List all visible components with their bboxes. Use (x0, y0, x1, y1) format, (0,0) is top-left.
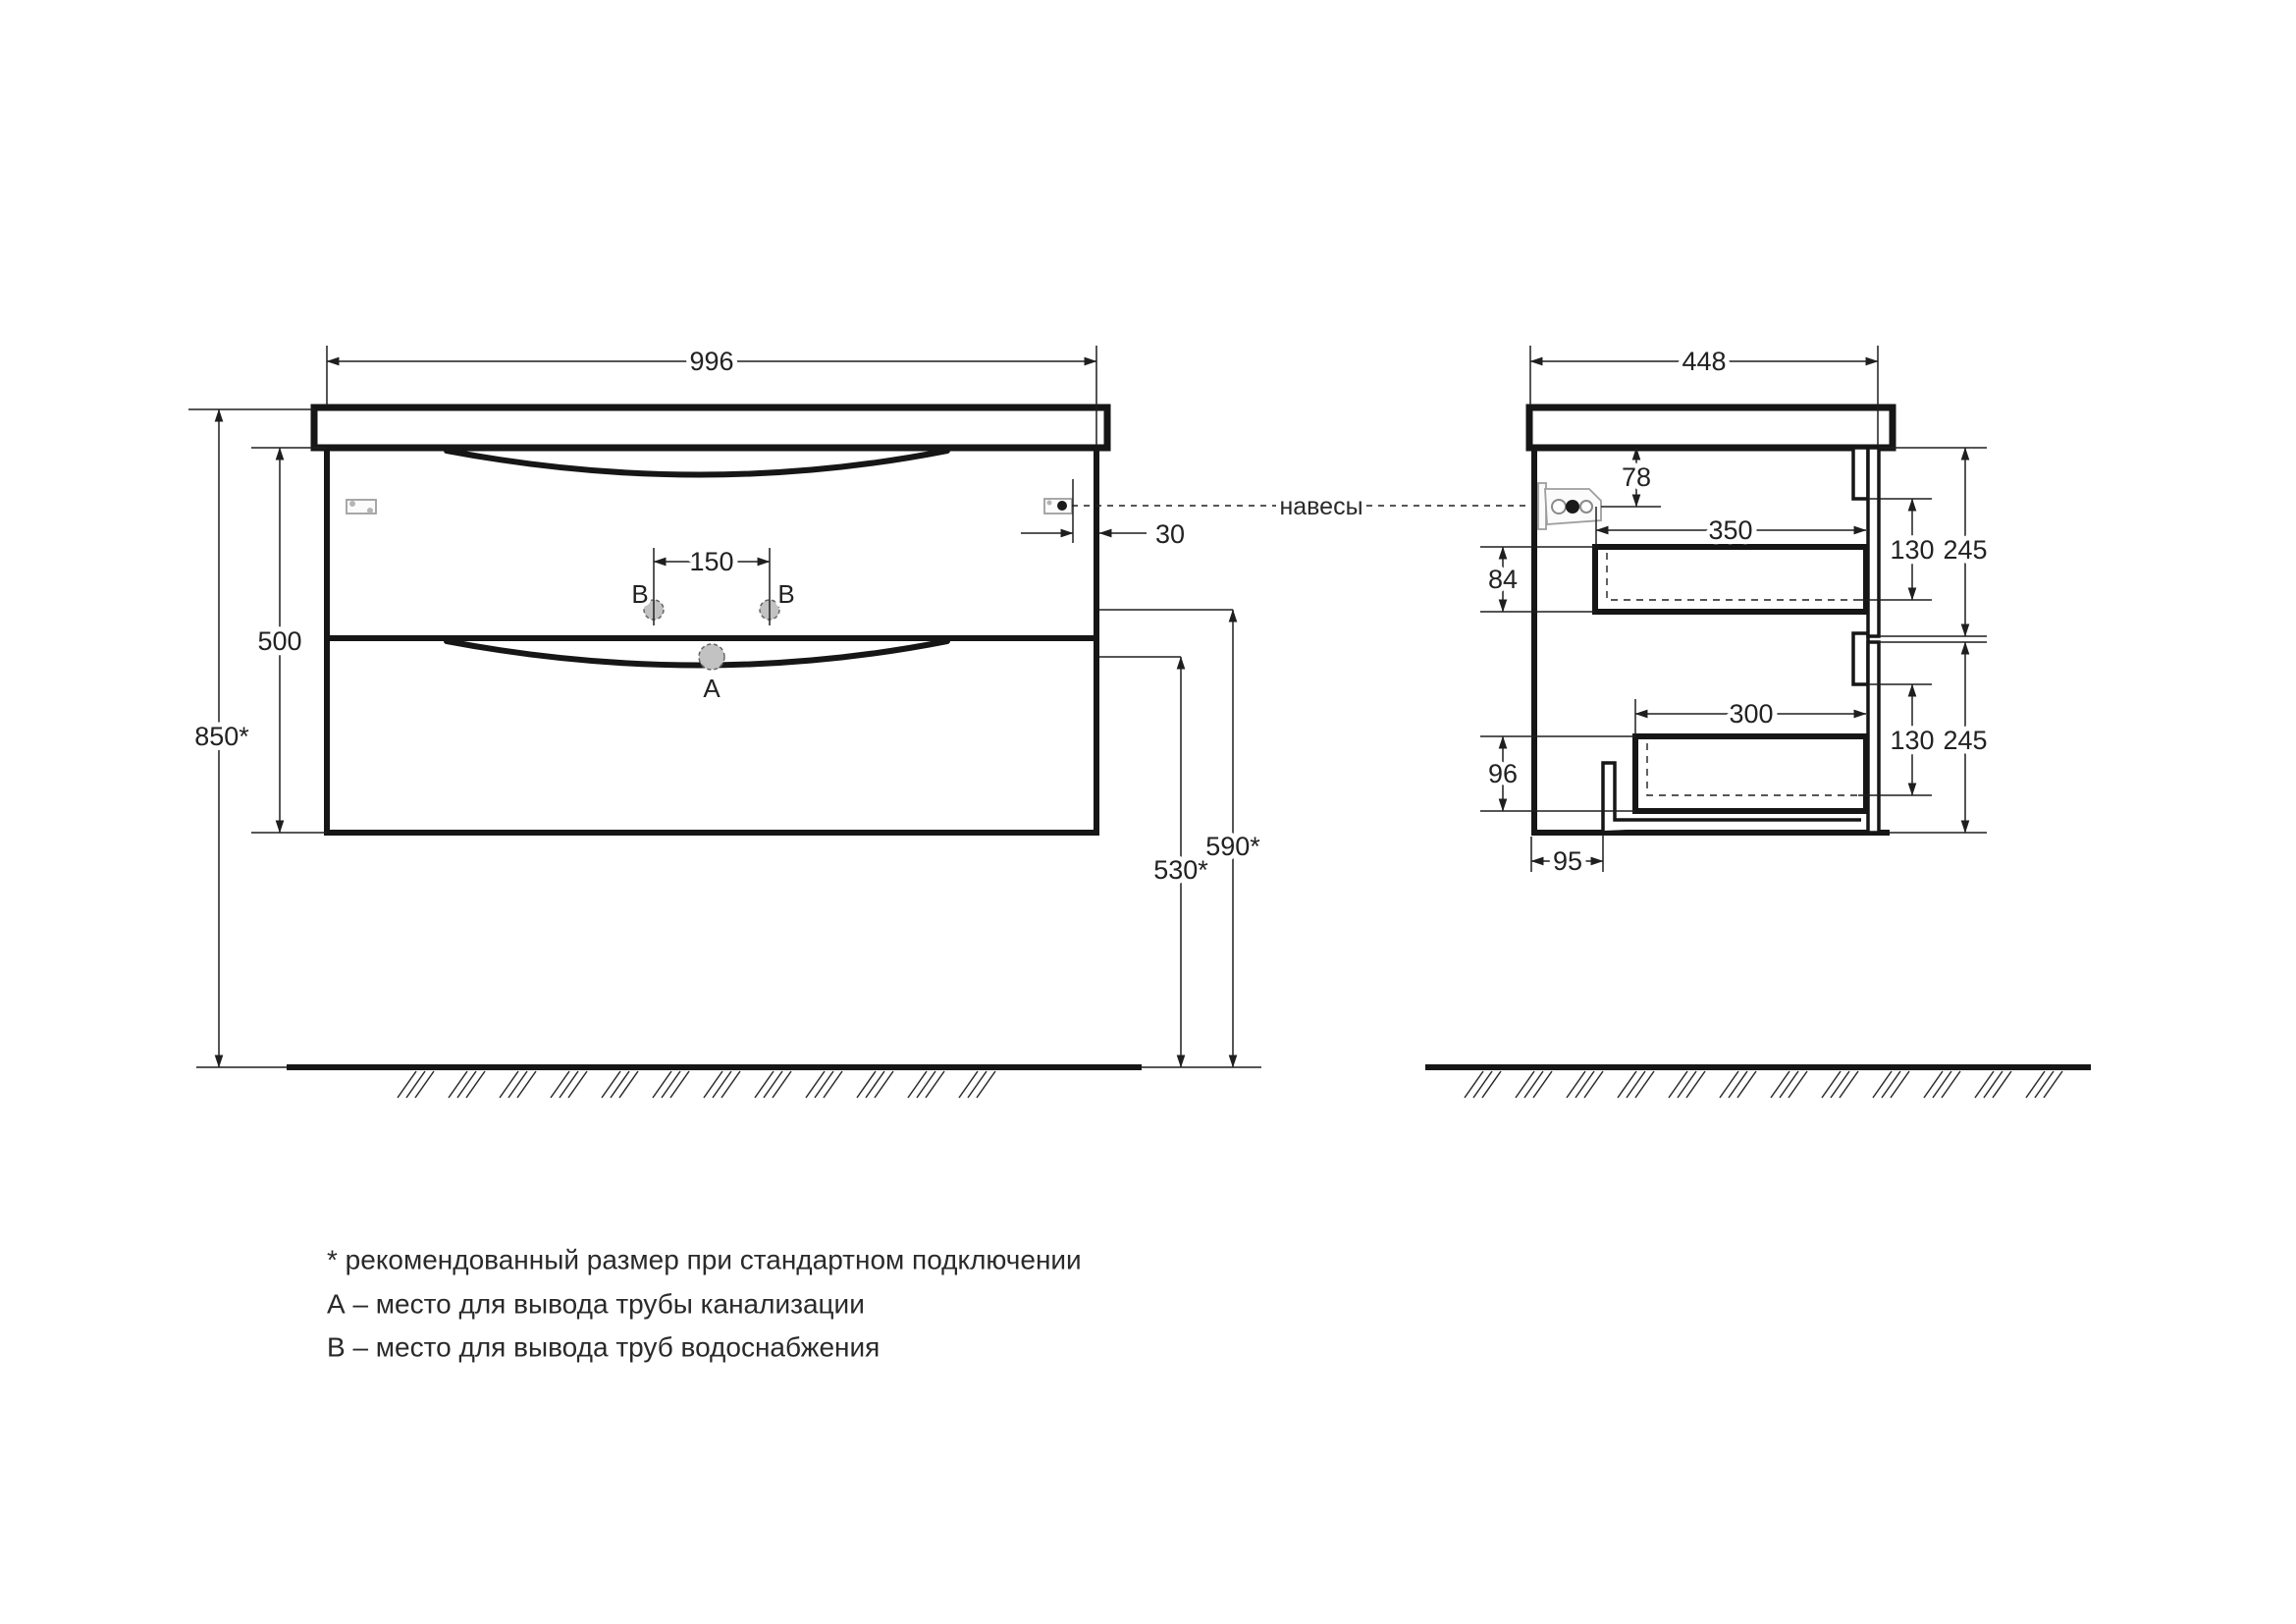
dim-label-530: 530* (1153, 855, 1208, 885)
side-view (1425, 346, 2091, 1098)
bottom-drawer-front-edge (1868, 642, 1879, 833)
dim-label-30: 30 (1154, 519, 1186, 549)
dim-label-130-top: 130 (1890, 535, 1935, 565)
dim-hinge-depth (1622, 448, 1651, 507)
dim-label-448: 448 (1682, 347, 1727, 376)
footnotes (327, 1245, 1082, 1363)
dim-label-78: 78 (1621, 462, 1652, 492)
dim-label-84: 84 (1487, 565, 1519, 594)
dim-top-drawer-depth (1596, 507, 1866, 546)
front-floor (196, 1067, 1261, 1098)
hanger-pin-icon (1057, 501, 1067, 511)
hanger-hole-icon (1552, 500, 1566, 514)
dim-label-96: 96 (1487, 759, 1519, 788)
dim-top-drawer-height (1890, 499, 1934, 600)
side-floor-hatch (1465, 1071, 2062, 1098)
footnote-water-note: В – место для вывода труб водоснабжения (327, 1331, 881, 1363)
front-hinge-right (1044, 499, 1072, 514)
middle-drawer-rail (1853, 633, 1868, 684)
hanger-screw-icon (1047, 501, 1052, 506)
dim-pipe-recess (1531, 835, 1603, 876)
dim-mount-height (188, 409, 314, 1067)
drain-hole (699, 644, 724, 670)
side-floor-hatch-lines (1465, 1071, 2062, 1098)
dim-label-130-bottom: 130 (1890, 726, 1935, 755)
side-floor (1425, 1067, 2091, 1098)
marker-water-left: B (631, 579, 649, 609)
dim-label-500: 500 (257, 626, 302, 656)
dim-drain-height (1153, 657, 1208, 1067)
front-floor-hatch (398, 1071, 995, 1098)
dim-bottom-front-height (1943, 642, 1987, 833)
dim-bottom-drawer-height (1890, 684, 1934, 795)
dim-label-996: 996 (689, 347, 734, 376)
side-countertop (1529, 407, 1893, 448)
dim-label-590: 590* (1205, 832, 1260, 861)
dim-bottom-drawer-depth (1635, 699, 1866, 734)
dim-label-245-bottom: 245 (1943, 726, 1988, 755)
footnote-drain-note: А – место для вывода трубы канализации (327, 1288, 865, 1320)
dim-top-drawer-drop (1480, 547, 1595, 612)
hinges-annotation (1072, 493, 1571, 520)
dim-label-350: 350 (1708, 515, 1753, 545)
front-view (188, 346, 1261, 1098)
dim-label-150: 150 (689, 547, 734, 576)
dim-water-height (1205, 610, 1260, 1067)
hanger-hole-icon (1580, 501, 1592, 513)
front-cabinet (314, 407, 1107, 833)
hinges-label: навесы (1279, 493, 1363, 520)
dim-label-245-top: 245 (1943, 535, 1988, 565)
hanger-screw-icon (367, 508, 373, 514)
dim-label-300: 300 (1729, 699, 1774, 729)
top-drawer-rail (1853, 448, 1868, 499)
side-cabinet (1529, 407, 1893, 833)
hanger-screw-icon (349, 501, 355, 507)
footnote-recommended-size: * рекомендованный размер при стандартном подключении (327, 1244, 1082, 1275)
front-hinge-left (347, 500, 376, 514)
marker-drain: A (703, 674, 721, 703)
front-floor-hatch-lines (398, 1071, 995, 1098)
top-drawer-box (1595, 547, 1866, 612)
hanger-pin-icon (1566, 500, 1579, 514)
dim-label-850: 850* (194, 722, 249, 751)
dim-carcass-height (251, 448, 327, 833)
dim-top-front-height (1943, 448, 1987, 636)
top-drawer-front-edge (1868, 448, 1879, 636)
marker-water-right: B (777, 579, 795, 609)
bottom-drawer-box (1635, 736, 1866, 811)
dim-label-95: 95 (1552, 846, 1583, 876)
front-countertop (314, 407, 1107, 448)
